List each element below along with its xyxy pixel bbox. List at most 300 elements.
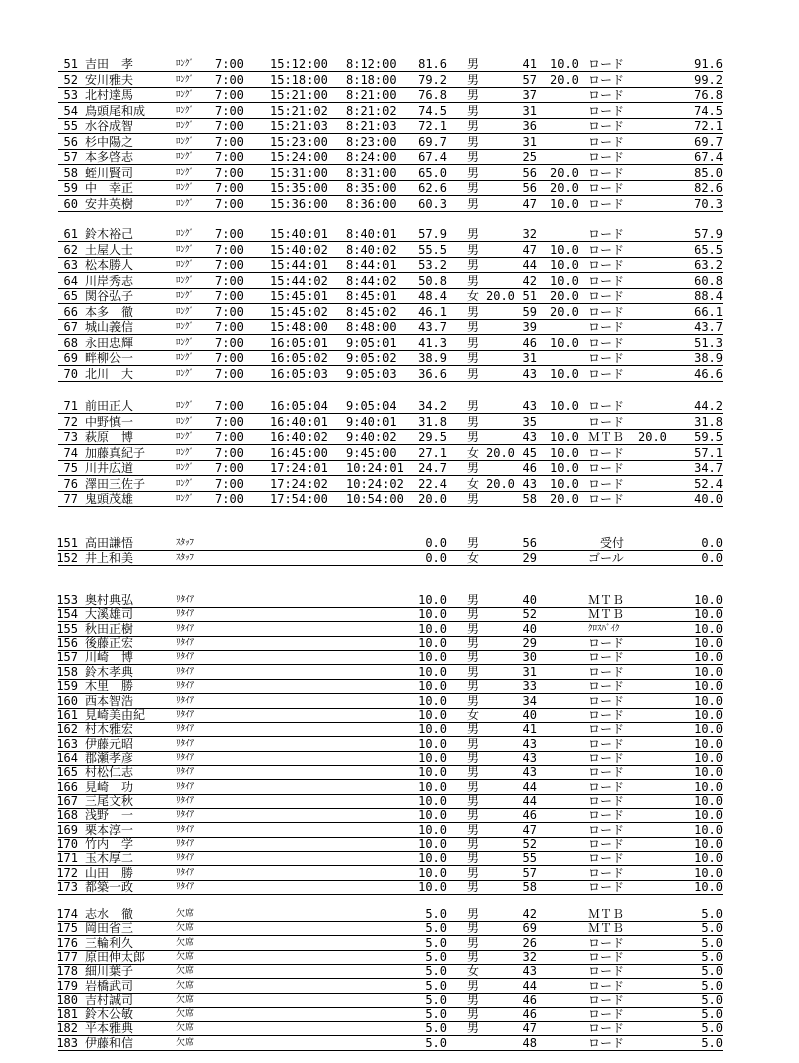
rider-name: 蛭川賢司 [85, 165, 134, 180]
points: 5.0 [425, 1007, 447, 1022]
elapsed-time: 8:45:01 [346, 289, 397, 303]
points: 10.0 [418, 822, 447, 837]
total-points: 10.0 [694, 679, 723, 694]
age: 43 [522, 750, 537, 765]
start-time: 7:00 [215, 289, 244, 303]
rider-name: 澤田三佐子 [85, 476, 146, 491]
points: 10.0 [418, 621, 447, 636]
table-row [58, 722, 723, 737]
elapsed-time: 8:18:00 [346, 72, 397, 87]
sex: 男 [467, 607, 480, 622]
rider-name: 関谷弘子 [85, 289, 134, 303]
finish-time: 17:24:01 [270, 461, 328, 475]
category: ﾛﾝｸﾞ [176, 244, 195, 255]
entry-number: 180 [56, 992, 78, 1007]
bike-bonus: 20.0 [638, 430, 667, 444]
total-points: 52.4 [694, 476, 723, 491]
sex: 男 [467, 992, 480, 1007]
entry-number: 155 [56, 621, 78, 636]
entry-number: 151 [56, 536, 78, 550]
points: 76.8 [418, 88, 447, 102]
finish-time: 15:45:02 [270, 304, 328, 319]
age: 46 [522, 992, 537, 1007]
table-row [58, 551, 723, 566]
points: 10.0 [418, 779, 447, 794]
entry-number: 181 [56, 1007, 78, 1022]
points: 55.5 [418, 242, 447, 257]
bike-type: ロード [588, 461, 625, 475]
age: 58 [522, 880, 537, 894]
rider-name: 安川雅夫 [85, 72, 134, 87]
entry-number: 168 [56, 808, 78, 823]
table-row [58, 415, 723, 430]
rider-name: 鬼頭茂雄 [85, 492, 134, 506]
entry-number: 66 [63, 304, 78, 319]
bike-type: ＭＴＢ [588, 607, 625, 622]
entry-number: 166 [56, 779, 78, 794]
total-points: 10.0 [694, 707, 723, 722]
bike-type: ロード [588, 476, 625, 491]
sex-bonus: 20.0 [486, 289, 515, 303]
total-points: 10.0 [694, 765, 723, 780]
bike-type: ロード [588, 851, 625, 866]
sex: 男 [467, 1007, 480, 1022]
rider-name: 奥村典弘 [85, 593, 134, 607]
age: 56 [522, 181, 537, 195]
entry-number: 71 [63, 399, 78, 413]
bike-type: ゴール [588, 551, 624, 565]
points: 62.6 [418, 181, 447, 195]
age: 52 [522, 607, 537, 622]
total-points: 44.2 [694, 399, 723, 413]
total-points: 74.5 [694, 103, 723, 118]
age: 57 [522, 865, 537, 880]
total-points: 5.0 [701, 1035, 723, 1050]
sex: 男 [467, 851, 480, 866]
bike-type: ロード [588, 399, 625, 413]
table-row [58, 950, 723, 965]
total-points: 10.0 [694, 880, 723, 894]
table-row [58, 461, 723, 476]
table-row [58, 936, 723, 951]
bike-type: ロード [588, 165, 625, 180]
finish-time: 15:40:02 [270, 242, 328, 257]
total-points: 5.0 [701, 992, 723, 1007]
rider-name: 鈴木裕己 [85, 227, 134, 241]
table-row [58, 866, 723, 881]
category: ﾛﾝｸﾞ [176, 463, 195, 473]
rider-name: 西本智浩 [85, 693, 134, 708]
start-time: 7:00 [215, 461, 244, 475]
bike-type: ロード [588, 88, 625, 102]
bike-type: ＭＴＢ [588, 430, 625, 444]
elapsed-time: 9:05:01 [346, 335, 397, 350]
total-points: 10.0 [694, 650, 723, 665]
total-points: 57.1 [694, 445, 723, 460]
bike-type: ロード [588, 320, 625, 334]
entry-number: 69 [63, 351, 78, 365]
sex: 男 [467, 196, 480, 211]
total-points: 10.0 [694, 837, 723, 851]
finish-time: 16:40:02 [270, 430, 328, 444]
finish-time: 15:44:01 [270, 258, 328, 272]
table-row [58, 57, 723, 72]
rider-name: 玉木厚二 [85, 851, 134, 866]
age: 26 [522, 935, 537, 950]
points: 69.7 [418, 134, 447, 149]
table-row [58, 73, 723, 88]
category: ﾘﾀｲｱ [176, 666, 195, 677]
finish-time: 15:31:00 [270, 165, 328, 180]
points: 10.0 [418, 880, 447, 894]
bike-type: ロード [588, 837, 625, 851]
start-time: 7:00 [215, 273, 244, 288]
entry-number: 152 [56, 551, 78, 565]
category: ﾘﾀｲｱ [176, 724, 195, 735]
start-time: 7:00 [215, 335, 244, 350]
bike-type: ロード [588, 992, 625, 1007]
elapsed-time: 9:45:00 [346, 445, 397, 460]
rider-name: 鳥頭尾和成 [85, 103, 146, 118]
bike-type: ロード [588, 119, 625, 133]
bike-type: ロード [588, 492, 625, 506]
rider-name: 浅野 一 [85, 808, 134, 823]
points: 79.2 [418, 72, 447, 87]
age: 32 [522, 227, 537, 241]
category: ﾛﾝｸﾞ [176, 229, 195, 239]
category: ﾛﾝｸﾞ [176, 121, 195, 131]
rider-name: 城山義信 [85, 320, 134, 334]
bike-type: ロード [588, 57, 625, 71]
finish-time: 16:05:03 [270, 366, 328, 381]
age-bonus: 20.0 [550, 492, 579, 506]
entry-number: 176 [56, 935, 78, 950]
sex: 男 [467, 921, 480, 936]
total-points: 85.0 [694, 165, 723, 180]
rider-name: 竹内 学 [85, 837, 134, 851]
table-row [58, 593, 723, 608]
age: 43 [522, 736, 537, 751]
total-points: 66.1 [694, 304, 723, 319]
entry-number: 177 [56, 949, 78, 964]
sex: 男 [467, 837, 480, 851]
age: 33 [522, 679, 537, 694]
rider-name: 前田正人 [85, 399, 134, 413]
sex: 男 [467, 492, 480, 506]
age-bonus: 20.0 [550, 181, 579, 195]
category: ﾘﾀｲｱ [176, 767, 195, 778]
entry-number: 175 [56, 921, 78, 936]
age: 43 [522, 399, 537, 413]
total-points: 88.4 [694, 289, 723, 303]
points: 5.0 [425, 1035, 447, 1050]
sex: 男 [467, 181, 480, 195]
age: 55 [522, 851, 537, 866]
points: 5.0 [425, 1021, 447, 1036]
rider-name: 都築一政 [85, 880, 134, 894]
category: ﾛﾝｸﾞ [176, 322, 195, 332]
elapsed-time: 9:40:01 [346, 414, 397, 429]
points: 81.6 [418, 57, 447, 71]
bike-type: ロード [588, 289, 625, 303]
rider-name: 木里 勝 [85, 679, 134, 694]
rider-name: 伊藤和信 [85, 1035, 134, 1050]
points: 65.0 [418, 165, 447, 180]
points: 10.0 [418, 837, 447, 851]
start-time: 7:00 [215, 72, 244, 87]
sex: 男 [467, 536, 480, 550]
points: 34.2 [418, 399, 447, 413]
bike-type: ロード [588, 304, 625, 319]
table-row [58, 274, 723, 289]
bike-type: ロード [588, 750, 625, 765]
sex: 女 [467, 964, 480, 979]
rider-name: 萩原 博 [85, 430, 134, 444]
table-row [58, 765, 723, 780]
category: ｽﾀｯﾌ [176, 538, 195, 548]
rider-name: 井上和美 [85, 551, 134, 565]
bike-type: ロード [588, 335, 625, 350]
table-row [58, 808, 723, 823]
elapsed-time: 8:40:01 [346, 227, 397, 241]
points: 36.6 [418, 366, 447, 381]
rider-name: 村松仁志 [85, 765, 134, 780]
category: 欠席 [176, 994, 195, 1005]
category: ﾛﾝｸﾞ [176, 432, 195, 442]
total-points: 67.4 [694, 150, 723, 164]
sex: 女 [467, 445, 480, 460]
age: 56 [522, 536, 537, 550]
age-bonus: 10.0 [550, 399, 579, 413]
total-points: 10.0 [694, 865, 723, 880]
points: 46.1 [418, 304, 447, 319]
points: 29.5 [418, 430, 447, 444]
entry-number: 182 [56, 1021, 78, 1036]
sex: 男 [467, 650, 480, 665]
category: ﾛﾝｸﾞ [176, 494, 195, 504]
rider-name: 土屋人士 [85, 242, 134, 257]
entry-number: 169 [56, 822, 78, 837]
table-row [58, 351, 723, 366]
table-row [58, 907, 723, 922]
entry-number: 154 [56, 607, 78, 622]
points: 10.0 [418, 650, 447, 665]
total-points: 72.1 [694, 119, 723, 133]
total-points: 10.0 [694, 636, 723, 650]
elapsed-time: 8:24:00 [346, 150, 397, 164]
points: 5.0 [425, 978, 447, 993]
bike-type: ロード [588, 707, 625, 722]
finish-time: 15:18:00 [270, 72, 328, 87]
total-points: 82.6 [694, 181, 723, 195]
entry-number: 56 [63, 134, 78, 149]
category: ﾘﾀｲｱ [176, 781, 195, 792]
points: 38.9 [418, 351, 447, 365]
total-points: 76.8 [694, 88, 723, 102]
points: 10.0 [418, 765, 447, 780]
entry-number: 54 [63, 103, 78, 118]
elapsed-time: 9:05:02 [346, 351, 397, 365]
age: 47 [522, 822, 537, 837]
entry-number: 70 [63, 366, 78, 381]
age: 43 [522, 430, 537, 444]
bike-type: ロード [588, 445, 625, 460]
age: 30 [522, 650, 537, 665]
total-points: 5.0 [701, 1021, 723, 1036]
rider-name: 鈴木孝典 [85, 664, 134, 679]
table-row [58, 430, 723, 445]
sex: 男 [467, 165, 480, 180]
elapsed-time: 8:44:01 [346, 258, 397, 272]
age: 43 [522, 765, 537, 780]
table-row [58, 227, 723, 242]
entry-number: 153 [56, 593, 78, 607]
start-time: 7:00 [215, 320, 244, 334]
finish-time: 17:54:00 [270, 492, 328, 506]
category: ﾘﾀｲｱ [176, 738, 195, 749]
rider-name: 後藤正宏 [85, 636, 134, 650]
start-time: 7:00 [215, 399, 244, 413]
table-row [58, 119, 723, 134]
age-bonus: 20.0 [550, 304, 579, 319]
points: 10.0 [418, 793, 447, 808]
category: ﾛﾝｸﾞ [176, 401, 195, 411]
table-row [58, 964, 723, 979]
rider-name: 平本雅典 [85, 1021, 134, 1036]
sex: 男 [467, 150, 480, 164]
age-bonus: 20.0 [550, 72, 579, 87]
category: ﾛﾝｸﾞ [176, 291, 195, 301]
finish-time: 15:44:02 [270, 273, 328, 288]
bike-type: ロード [588, 196, 625, 211]
age: 43 [522, 964, 537, 979]
sex: 男 [467, 808, 480, 823]
table-row [58, 536, 723, 551]
age: 48 [522, 1035, 537, 1050]
age-bonus: 20.0 [550, 165, 579, 180]
entry-number: 64 [63, 273, 78, 288]
category: ﾛﾝｸﾞ [176, 105, 195, 116]
bike-type: ロード [588, 227, 625, 241]
table-row [58, 88, 723, 103]
points: 43.7 [418, 320, 447, 334]
table-row [58, 679, 723, 694]
rider-name: 見崎美由紀 [85, 707, 146, 722]
category: ﾛﾝｸﾞ [176, 275, 195, 286]
total-points: 10.0 [694, 593, 723, 607]
sex: 男 [467, 693, 480, 708]
bike-type: ロード [588, 880, 625, 894]
bike-type: ロード [588, 72, 625, 87]
entry-number: 76 [63, 476, 78, 491]
sex: 男 [467, 949, 480, 964]
age: 47 [522, 196, 537, 211]
points: 10.0 [418, 636, 447, 650]
table-row [58, 320, 723, 335]
bike-type: ロード [588, 693, 625, 708]
points: 10.0 [418, 736, 447, 751]
entry-number: 183 [56, 1035, 78, 1050]
total-points: 60.8 [694, 273, 723, 288]
sex: 女 [467, 289, 480, 303]
bike-type: ロード [588, 808, 625, 823]
sex: 男 [467, 865, 480, 880]
finish-time: 15:45:01 [270, 289, 328, 303]
entry-number: 159 [56, 679, 78, 694]
entry-number: 156 [56, 636, 78, 650]
entry-number: 178 [56, 964, 78, 979]
sex: 男 [467, 793, 480, 808]
rider-name: 伊藤元昭 [85, 736, 134, 751]
table-row [58, 780, 723, 795]
start-time: 7:00 [215, 227, 244, 241]
category: ﾛﾝｸﾞ [176, 478, 195, 489]
entry-number: 170 [56, 837, 78, 851]
age: 44 [522, 978, 537, 993]
table-row [58, 607, 723, 622]
finish-time: 15:48:00 [270, 320, 328, 334]
entry-number: 72 [63, 414, 78, 429]
age: 36 [522, 119, 537, 133]
total-points: 10.0 [694, 851, 723, 866]
age: 31 [522, 664, 537, 679]
start-time: 7:00 [215, 196, 244, 211]
elapsed-time: 8:31:00 [346, 165, 397, 180]
points: 53.2 [418, 258, 447, 272]
rider-name: 原田伸太郎 [85, 949, 146, 964]
table-row [58, 823, 723, 838]
bike-type: ロード [588, 181, 625, 195]
rider-name: 山田 勝 [85, 865, 134, 880]
entry-number: 68 [63, 335, 78, 350]
entry-number: 171 [56, 851, 78, 866]
total-points: 65.5 [694, 242, 723, 257]
elapsed-time: 8:40:02 [346, 242, 397, 257]
finish-time: 15:12:00 [270, 57, 328, 71]
start-time: 7:00 [215, 430, 244, 444]
bike-type: ロード [588, 722, 625, 737]
table-row [58, 399, 723, 414]
sex: 男 [467, 88, 480, 102]
total-points: 43.7 [694, 320, 723, 334]
age: 40 [522, 707, 537, 722]
category: ﾛﾝｸﾞ [176, 337, 195, 348]
finish-time: 15:40:01 [270, 227, 328, 241]
elapsed-time: 9:05:03 [346, 366, 397, 381]
sex: 男 [467, 978, 480, 993]
total-points: 5.0 [701, 964, 723, 979]
rider-name: 中 幸正 [85, 181, 134, 195]
category: 欠席 [176, 951, 195, 962]
age: 44 [522, 779, 537, 794]
age-bonus: 10.0 [550, 258, 579, 272]
sex: 男 [467, 227, 480, 241]
age: 69 [522, 921, 537, 936]
start-time: 7:00 [215, 119, 244, 133]
finish-time: 17:24:02 [270, 476, 328, 491]
points: 10.0 [418, 808, 447, 823]
elapsed-time: 9:05:04 [346, 399, 397, 413]
sex: 男 [467, 679, 480, 694]
age: 58 [522, 492, 537, 506]
age: 42 [522, 907, 537, 921]
bike-type: ロード [588, 765, 625, 780]
points: 57.9 [418, 227, 447, 241]
elapsed-time: 8:44:02 [346, 273, 397, 288]
table-row [58, 181, 723, 196]
bike-type: ＭＴＢ [588, 593, 625, 607]
entry-number: 65 [63, 289, 78, 303]
